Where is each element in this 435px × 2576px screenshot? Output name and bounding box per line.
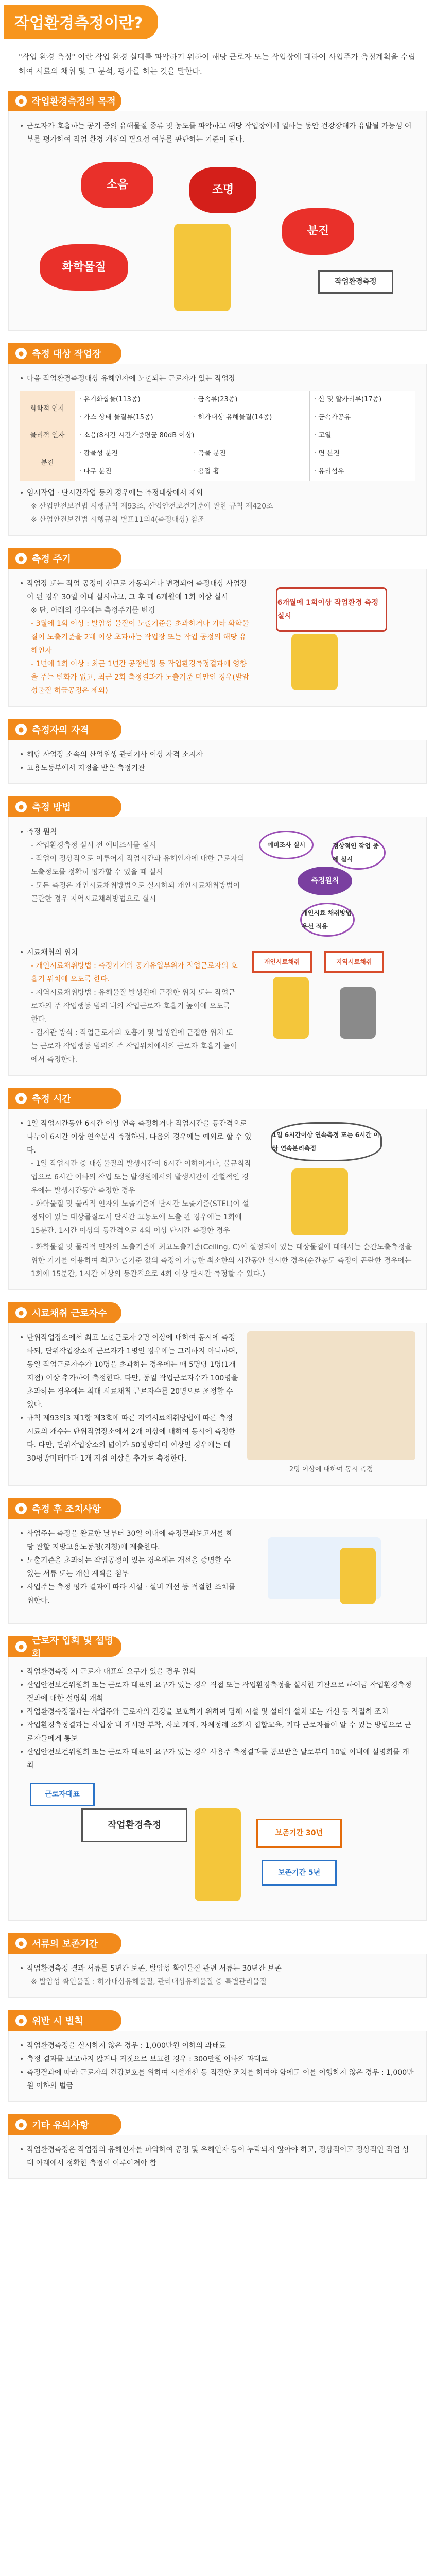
worker-figure [291,634,338,690]
section-others-heading: ● 기타 유의사항 [8,2114,121,2135]
measure-sign: 작업환경측정 [318,270,393,294]
section-purpose [8,111,427,331]
purpose-illustration [20,151,415,321]
samples-illustration [247,1331,415,1460]
worker-figure [291,1168,348,1235]
worker-figure [195,1808,241,1901]
section-samples-heading: ● 시료채취 근로자수 [8,1302,121,1323]
table-row: 화학적 인자 · 유기화합물(113종) · 금속류(23종) · 산 및 알카리류(17종) [20,391,415,409]
board-sign: 근로자대표 [30,1783,95,1806]
section-samples: • 단위작업장소에서 최고 노출근로자 2명 이상에 대하여 동시에 측정하되, 단위작업장소에 근로자가 1명인 경우에는 그러하지 아니하며, 동일 작업근로자수가 10명을 초과하는 경우에는 매 5명당 1명(1개 지점) 이상 추가하여 측정한다. 다만, 동일 작업근로자수가 100명을 초과하는 경우에는 최대 시료채취 근로자수를 20명으로 조정할 수 있다. • 규칙 제93의3 제1항 제3호에 따른 지역시료채취방법에 따른 측정시료의 개수는 단위작업장소에서 2개 이상에 대하여 동시에 측정한다. 다만, 단위작업장소의 넓이가 50평방미터 이상인 경우에는 매 30평방미터마다 1개 지점 이상을 추가로 측정한다. 2명 이상에 대하여 동시 측정 [8,1323,427,1486]
section-penalty: • 작업환경측정을 실시하지 않은 경우 : 1,000만원 이하의 과태료 • 측정 결과를 보고하지 않거나 거짓으로 보고한 경우 : 300만원 이하의 과태료 • 측정결과에 따라 근로자의 건강보호를 위하여 시설개선 등 적절한 조치를 하여야 함에도 이를 이행하지 않은 경우 : 1,000만원 이하의 벌금 [8,2031,427,2102]
section-time: • 1일 작업시간동안 6시간 이상 연속 측정하거나 작업시간을 등간격으로 나누어 6시간 이상 연속분리 측정하되, 다음의 경우에는 예외로 할 수 있다. - 1일 작업시간 중 대상물질의 발생시간이 6시간 이하이거나, 불규칙작업으로 6시간 이하의 작업 또는 발생원에서의 발생시간이 간헐적인 경우에는 발생시간동안 측정한 경우 - 화학물질 및 물리적 인자의 노출기준에 단시간 노출기준(STEL)이 설정되어 있는 대상물질로서 단시간 고농도에 노출 완 경우에는 1회에 15분간, 1시간 이상의 등간격으로 4회 이상 단시간 측정한 경우 1일 6시간이상 연속측정 또는 6시간 이상 연속분리측정 - 화학물질 및 물리적 인자의 노출기준에 최고노출기준(Ceiling, C)이 설정되어 있는 대상물질에 대해서는 순간노출측정을 위한 기기를 이용하여 최고노출기준 값의 측정이 가능한 최소한의 시간동안 실시한 경우(순간농도 측정이 곤란한 경우에는 1회에 15분간, 1시간 이상의 등간격으로 4회 이상 단시간 측정할 수 있다.) [8,1109,427,1290]
worker-figure [174,224,231,311]
table-row: 물리적 인자 · 소음(8시간 시간가중평균 80dB 이상) · 고열 [20,427,415,445]
noise-burst: 소음 [81,162,153,208]
table-row: · 나무 분진 · 용접 흄 · 유리섬유 [20,463,415,481]
section-preservation-heading: ● 서류의 보존기간 [8,1933,121,1954]
targets-table [20,391,415,481]
section-period-heading: ● 측정 주기 [8,548,121,569]
keep-30-tag: 보존기간 30년 [256,1819,342,1848]
light-burst: 조명 [189,167,256,213]
section-method: • 측정 원칙 - 작업환경측정 실시 전 예비조사를 실시 - 작업이 정상적으로 이루어져 작업시간과 유해인자에 대한 근로자의 노출정도를 정확히 평가할 수 있을 때 실시 - 모든 측정은 개인시료채취방법으로 실시하되 개인시료채취방법이 곤란한 경우 지역시료채취방법으로 실시 예비조사 실시 정상적인 작업 중에 실시 개인시료 채취방법 우선 적용 측정원칙 • 시료채취의 위치 - 개인시료채취방법 : 측정기기의 공기유입부위가 작업근로자의 호흡기 위치에 오도록 한다. - 지역시료채취방법 : 유해물질 발생원에 근접한 위치 또는 작업근로자의 주 작업행동 범위 내의 작업근로자 호흡기 높이에 오도록 한다. - 검지관 방식 : 작업근로자의 호흡기 및 발생원에 근접한 위치 또는 근로자 작업행동 범위의 주 작업위치에서의 근로자 호흡기 높이에서 측정한다. 개인시료채취 지역시료채취 [8,817,427,1076]
bullet-icon: ● [15,553,27,564]
page-title: 작업환경측정이란? [4,5,158,39]
time-bubble: 1일 6시간이상 연속측정 또는 6시간 이상 연속분리측정 [271,1122,382,1161]
section-targets-heading: ● 측정 대상 작업장 [8,343,121,364]
section-period: • 작업장 또는 작업 공정이 신규로 가동되거나 변경되어 측정대상 사업장이 된 경우 30일 이내 실시하고, 그 후 매 6개월에 1회 이상 실시 ※ 단, 아래의 경우에는 측정주기를 변경 - 3월에 1회 이상 : 발암성 물질이 노출기준을 초과하거나 기타 화학물질이 노출기준을 2배 이상 초과하는 작업장 또는 작업 공정의 해당 유해인자 - 1년에 1회 이상 : 최근 1년간 공정변경 등 작업환경측정결과에 영향을 주는 변화가 없고, 최근 2회 측정결과가 노출기준 미만인 경우(발암성물질 허금공정은 제외) 6개월에 1회이상 작업환경 측정 실시 [8,569,427,707]
bullet-icon: ● [15,1641,27,1652]
section-qualification: • 해당 사업장 소속의 산업위생 관리기사 이상 자격 소지자 • 고용노동부에서 지정을 받은 측정기관 [8,740,427,784]
section-preservation: • 작업환경측정 결과 서류를 5년간 보존, 발암성 확인물질 관련 서류는 30년간 보존 ※ 발암성 확인물질 : 허가대상유해물질, 관리대상유해물질 중 특별관리물질 [8,1954,427,1998]
worker-figure [273,977,309,1039]
purpose-text: • 근로자가 호흡하는 공기 중의 유해물질 종류 및 농도를 파악하고 해당 작업장에서 일하는 동안 건강장해가 유발될 가능성 여부를 평가하여 작업 환경 개선의 필요성 여부를 판단하는 기준이 된다. [20,120,415,146]
section-after-heading: ● 측정 후 조치사항 [8,1498,121,1519]
section-others: • 작업환경측정은 작업장의 유해인자를 파악하여 공정 및 유해인자 등이 누락되지 않아야 하고, 정상적이고 정상적인 작업 상태 아래에서 정확한 측정이 이루어져야 함 [8,2135,427,2179]
dust-burst: 분진 [282,208,354,255]
method-cycle: 예비조사 실시 정상적인 작업 중에 실시 개인시료 채취방법 우선 적용 측정원칙 [254,825,415,939]
bullet-icon: ● [15,1307,27,1318]
bullet-icon: ● [15,2119,27,2130]
bullet-icon: ● [15,348,27,359]
bullet-icon: ● [15,1503,27,1514]
section-qualification-heading: ● 측정자의 자격 [8,719,121,740]
bullet-icon: ● [15,1093,27,1104]
section-purpose-heading: ● 작업환경측정의 목적 [8,91,121,111]
table-row: · 가스 상태 물질류(15종) · 허가대상 유해물질(14종) · 금속가공유 [20,409,415,427]
section-method-heading: ● 측정 방법 [8,796,121,817]
bullet-icon: ● [15,95,27,107]
table-row: 분진 · 광물성 분진 · 곡물 분진 · 면 분진 [20,445,415,463]
machine-figure [340,987,376,1039]
section-targets: • 다음 작업환경측정대상 유해인자에 노출되는 근로자가 있는 작업장 화학적 인자 · 유기화합물(113종) · 금속류(23종) · 산 및 알카리류(17종) · 가스 상태 물질류(15종) · 허가대상 유해물질(14종) · 금속가공유 물리적 인자 · 소음(8시간 시간가중평균 80dB 이상) · 고열 분진 · 광물성 분진 · 곡물 분진 · 면 분진 · 나무 분진 · 용접 흄 · 유리섬유 • 임시작업 · 단시간작업 등의 경우에는 측정대상에서 제외 ※ 산업안전보건법 시행규칙 제93조, 산업안전보건기준에 관한 규칙 제420조 ※ 산업안전보건법 시행규칙 별표11의4(측정대상) 참조 [8,364,427,536]
measure-sign: 작업환경측정 [81,1808,187,1842]
intro-text: "작업 환경 측정" 이란 작업 환경 실태를 파악하기 위하여 해당 근로자 또는 작업장에 대하여 사업주가 측정계획을 수립하여 시료의 채취 및 그 분석, 평가를 하는 것을 말한다. [19,52,416,76]
bullet-icon: ● [15,2015,27,2026]
section-penalty-heading: ● 위반 시 벌칙 [8,2010,121,2031]
bullet-icon: ● [15,1938,27,1949]
section-participation-heading: ● 근로자 입회 및 설명회 [8,1636,121,1657]
worker-figure [340,1548,376,1604]
period-bubble: 6개월에 1회이상 작업환경 측정 실시 [276,587,387,632]
section-participation: • 작업환경측정 시 근로자 대표의 요구가 있을 경우 입회 • 산업안전보건위원회 또는 근로자 대표의 요구가 있는 경우 직접 또는 작업환경측정을 실시한 기관으로 하여금 작업환경측정결과에 대한 설명회 개최 • 작업환경측정결과는 사업주와 근로자의 건강을 보호하기 위하여 담해 시설 및 설비의 설치 또는 개선 등 적절히 조치 • 작업환경측정결과는 사업장 내 게시판 부착, 사보 게재, 자체정례 조회시 집합교육, 기타 근로자들이 알 수 있는 방법으로 근로자들에게 통보 • 산업안전보건위원회 또는 근로자 대표의 요구가 있는 경우 사용주 측정결과를 통보받은 날로부터 10일 이내에 설명회를 개최 근로자대표 작업환경측정 보존기간 30년 보존기간 5년 [8,1657,427,1921]
keep-5-tag: 보존기간 5년 [262,1860,337,1886]
section-after: • 사업주는 측정을 완료한 날부터 30일 이내에 측정결과보고서를 해당 관할 지방고용노동청(지청)에 제출한다. • 노출기준을 초과하는 작업공정이 있는 경우에는 개선을 증명할 수 있는 서류 또는 개선 계획을 첨부 • 사업주는 측정 평가 결과에 따라 시설 · 설비 개선 등 적절한 조치를 취한다. [8,1519,427,1624]
section-time-heading: ● 측정 시간 [8,1088,121,1109]
bullet-icon: ● [15,724,27,735]
bullet-icon: ● [15,801,27,812]
chemical-burst: 화학물질 [40,244,128,291]
